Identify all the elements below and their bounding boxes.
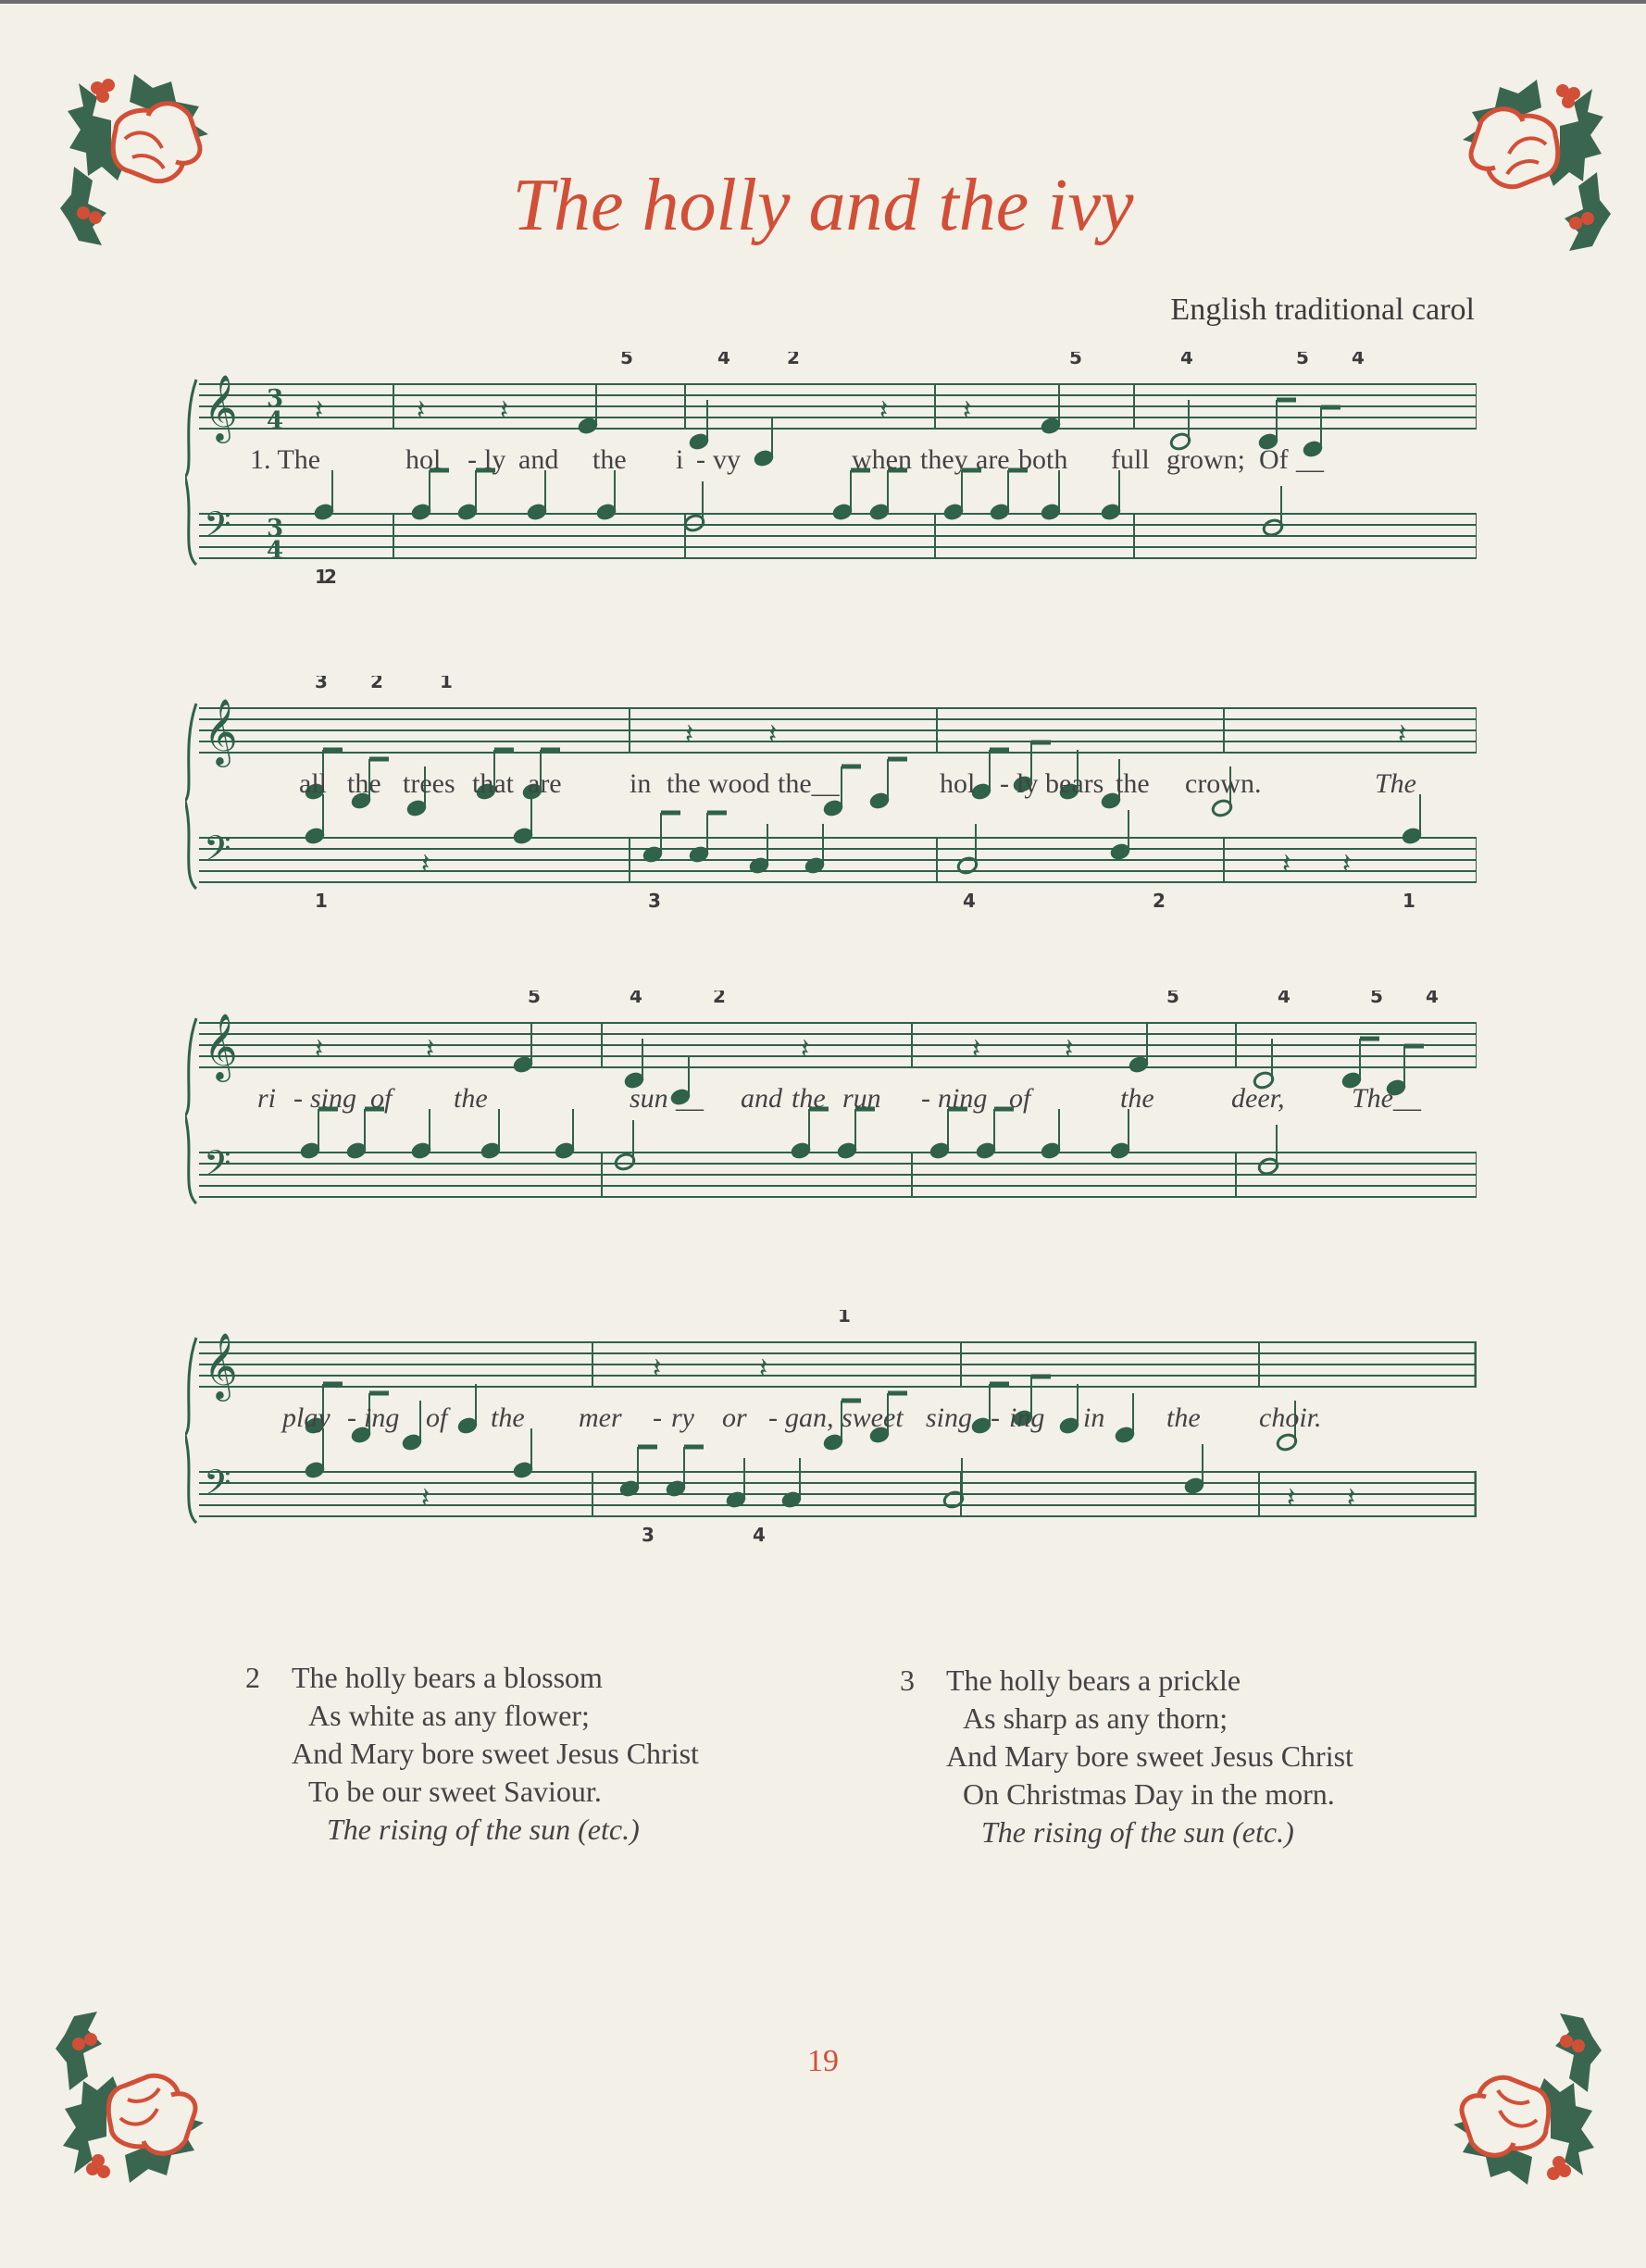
lyric-syllable: of <box>426 1402 448 1433</box>
lyric-syllable: that <box>472 768 514 799</box>
lyric-syllable: they <box>920 444 968 475</box>
fingering-number: 2 <box>1153 890 1166 912</box>
fingering-number: 4 <box>1352 352 1365 368</box>
fingering-number: 1 <box>1403 890 1415 912</box>
lyric-syllable: deer, <box>1231 1083 1285 1114</box>
lyric-syllable: sweet <box>842 1402 904 1433</box>
lyric-syllable: ing <box>1009 1402 1045 1433</box>
music-system-3 <box>185 991 1477 1231</box>
lyric-line-3 <box>185 991 1477 1231</box>
top-edge-rule <box>0 0 1646 4</box>
lyric-syllable: of <box>1009 1083 1031 1114</box>
fingering-number: 2 <box>370 676 383 692</box>
lyric-syllable: play <box>282 1402 330 1433</box>
verse-line: On Christmas Day in the morn. <box>963 1777 1335 1811</box>
fingering-number: 4 <box>1278 991 1291 1007</box>
treble-rest: 𝄽 <box>1065 1033 1074 1065</box>
verse-line: As white as any flower; <box>308 1699 590 1732</box>
lyric-syllable: ning <box>938 1083 988 1114</box>
lyric-syllable: i <box>676 444 684 475</box>
holly-bells-icon-bottom-right <box>1416 2009 1602 2194</box>
fingering-number: 1 <box>315 566 328 588</box>
lyric-syllable: sun <box>630 1083 668 1114</box>
lyric-syllable: the <box>1116 768 1150 799</box>
lyric-syllable: all <box>299 768 327 799</box>
lyric-syllable: ly <box>484 444 506 475</box>
lyric-syllable: when <box>852 444 912 475</box>
treble-clef-icon: 𝄞 <box>204 1012 238 1079</box>
treble-rest: 𝄽 <box>315 394 324 427</box>
lyric-line-4 <box>185 1310 1477 1551</box>
holly-bells-icon-bottom-left <box>56 2007 241 2192</box>
lyric-syllable: the <box>454 1083 488 1114</box>
lyric-syllable: sing <box>926 1402 973 1433</box>
lyric-syllable: choir. <box>1259 1402 1322 1433</box>
fingering-number: 5 <box>1370 991 1383 1007</box>
bass-clef-icon: 𝄢 <box>204 828 231 878</box>
page-number: 19 <box>807 2044 839 2078</box>
fingering-number: 5 <box>1069 352 1082 368</box>
lyric-syllable: ing <box>364 1402 400 1433</box>
lyric-syllable: the <box>792 1083 826 1114</box>
bass-rest: 𝄽 <box>1347 1482 1356 1514</box>
lyric-syllable: in <box>630 768 652 799</box>
lyric-syllable: - <box>347 1402 356 1433</box>
fingering-number: 5 <box>1166 991 1179 1007</box>
lyric-syllable: of <box>370 1083 393 1114</box>
lyric-syllable: in <box>1083 1402 1105 1433</box>
treble-rest: 𝄽 <box>417 394 426 427</box>
treble-rest: 𝄽 <box>972 1033 981 1065</box>
verse-line: To be our sweet Saviour. <box>308 1775 602 1808</box>
treble-rest: 𝄽 <box>879 394 889 427</box>
fingering-number: 2 <box>713 991 726 1007</box>
lyric-syllable: - <box>468 444 477 475</box>
time-signature-bottom: 4 <box>267 537 284 565</box>
lyric-syllable: - <box>1000 768 1009 799</box>
fingering-number: 5 <box>1296 352 1309 368</box>
bass-rest: 𝄽 <box>421 848 430 880</box>
fingering-number: 4 <box>963 890 976 912</box>
treble-rest: 𝄽 <box>315 1033 324 1065</box>
treble-clef-icon: 𝄞 <box>204 1331 238 1399</box>
fingering-number: 4 <box>753 1524 766 1546</box>
lyric-syllable: Of <box>1259 444 1289 475</box>
lyric-syllable: gan, <box>785 1402 834 1433</box>
treble-rest: 𝄽 <box>500 394 509 427</box>
lyric-syllable: - <box>653 1402 662 1433</box>
verse-line: The holly bears a blossom <box>292 1661 603 1694</box>
lyric-syllable: hol <box>405 444 442 475</box>
lyric-syllable: both <box>1018 444 1068 475</box>
lyric-syllable: ry <box>671 1402 694 1433</box>
lyric-syllable: ly <box>1016 768 1039 799</box>
verse-number: 3 <box>900 1664 915 1697</box>
lyric-line-1 <box>185 352 1477 592</box>
verse-line: And Mary bore sweet Jesus Christ <box>292 1737 699 1770</box>
bass-rest: 𝄽 <box>1342 848 1352 880</box>
bass-rest: 𝄽 <box>1287 1482 1296 1514</box>
fingering-number: 1 <box>838 1310 851 1327</box>
music-system-1 <box>185 352 1477 592</box>
verse-line: As sharp as any thorn; <box>963 1701 1228 1735</box>
music-system-4 <box>185 1310 1477 1551</box>
lyric-syllable: and <box>518 444 559 475</box>
music-system-2 <box>185 676 1477 916</box>
lyric-syllable: hol <box>940 768 976 799</box>
bass-clef-icon: 𝄢 <box>204 1462 231 1512</box>
treble-rest: 𝄽 <box>963 394 972 427</box>
lyric-syllable: - <box>696 444 705 475</box>
verse-refrain: The rising of the sun (etc.) <box>981 1815 1294 1849</box>
lyric-syllable: the <box>667 768 701 799</box>
fingering-number: 5 <box>528 991 541 1007</box>
fingering-number: 1 <box>315 890 328 912</box>
lyric-syllable: bears <box>1045 768 1104 799</box>
fingering-number: 4 <box>630 991 642 1007</box>
lyric-syllable: grown; <box>1166 444 1245 475</box>
treble-rest: 𝄽 <box>1398 718 1407 751</box>
lyric-syllable: mer <box>579 1402 622 1433</box>
lyric-syllable: or <box>722 1402 747 1433</box>
lyric-syllable: - <box>768 1402 778 1433</box>
lyric-syllable: - <box>293 1083 303 1114</box>
lyric-syllable: trees <box>403 768 455 799</box>
lyric-syllable: wood <box>708 768 770 799</box>
lyric-line-2 <box>185 676 1477 916</box>
lyric-syllable: the <box>347 768 381 799</box>
fingering-number: 2 <box>787 352 800 368</box>
fingering-number: 4 <box>1426 991 1439 1007</box>
bass-clef-icon: 𝄢 <box>204 1142 231 1192</box>
lyric-syllable: vy <box>713 444 741 475</box>
treble-clef-icon: 𝄞 <box>204 697 238 765</box>
lyric-syllable: - <box>921 1083 930 1114</box>
lyric-syllable: The__ <box>1352 1083 1421 1114</box>
verse-refrain: The rising of the sun (etc.) <box>327 1813 640 1846</box>
lyric-syllable: __ <box>676 1083 704 1114</box>
verse-2 <box>245 1659 699 1849</box>
fingering-number: 3 <box>315 676 328 692</box>
bass-clef-icon: 𝄢 <box>204 504 231 554</box>
lyric-syllable: - <box>991 1402 1000 1433</box>
lyric-syllable: are <box>976 444 1010 475</box>
lyric-syllable: the <box>1120 1083 1154 1114</box>
verse-3 <box>900 1662 1353 1851</box>
lyric-syllable: __ <box>1296 444 1324 475</box>
song-title: The holly and the ivy <box>512 165 1134 246</box>
treble-rest: 𝄽 <box>426 1033 435 1065</box>
fingering-number: 1 <box>440 676 453 692</box>
lyric-syllable: are <box>528 768 562 799</box>
bass-rest: 𝄽 <box>421 1482 430 1514</box>
time-signature-top: 3 <box>267 515 284 542</box>
lyric-syllable: the <box>491 1402 525 1433</box>
treble-rest: 𝄽 <box>759 1352 768 1385</box>
bass-rest: 𝄽 <box>1282 848 1291 880</box>
fingering-number: 4 <box>1180 352 1193 368</box>
lyric-syllable: full <box>1111 444 1150 475</box>
fingering-number: 5 <box>620 352 633 368</box>
fingering-number: 4 <box>717 352 730 368</box>
time-signature-top: 3 <box>267 385 284 413</box>
treble-clef-icon: 𝄞 <box>204 373 238 441</box>
fingering-number: 2 <box>324 566 337 588</box>
lyric-syllable: the <box>1166 1402 1201 1433</box>
time-signature-bottom: 4 <box>267 407 284 435</box>
lyric-syllable: the <box>592 444 627 475</box>
verse-line: And Mary bore sweet Jesus Christ <box>946 1739 1353 1773</box>
fingering-number: 3 <box>642 1524 655 1546</box>
lyric-syllable: The <box>1375 768 1416 799</box>
treble-rest: 𝄽 <box>685 718 694 751</box>
treble-rest: 𝄽 <box>768 718 778 751</box>
lyric-syllable: ri <box>257 1083 277 1114</box>
lyric-syllable: the__ <box>778 768 840 799</box>
verse-number: 2 <box>245 1661 260 1694</box>
lyric-syllable: 1. The <box>250 444 321 475</box>
lyric-syllable: run <box>842 1083 881 1114</box>
lyric-syllable: sing <box>310 1083 357 1114</box>
lyric-syllable: and <box>741 1083 782 1114</box>
treble-rest: 𝄽 <box>801 1033 810 1065</box>
fingering-number: 3 <box>648 890 661 912</box>
composer-credit: English traditional carol <box>1170 293 1475 327</box>
verse-line: The holly bears a prickle <box>946 1664 1241 1697</box>
lyric-syllable: crown. <box>1185 768 1262 799</box>
treble-rest: 𝄽 <box>653 1352 662 1385</box>
